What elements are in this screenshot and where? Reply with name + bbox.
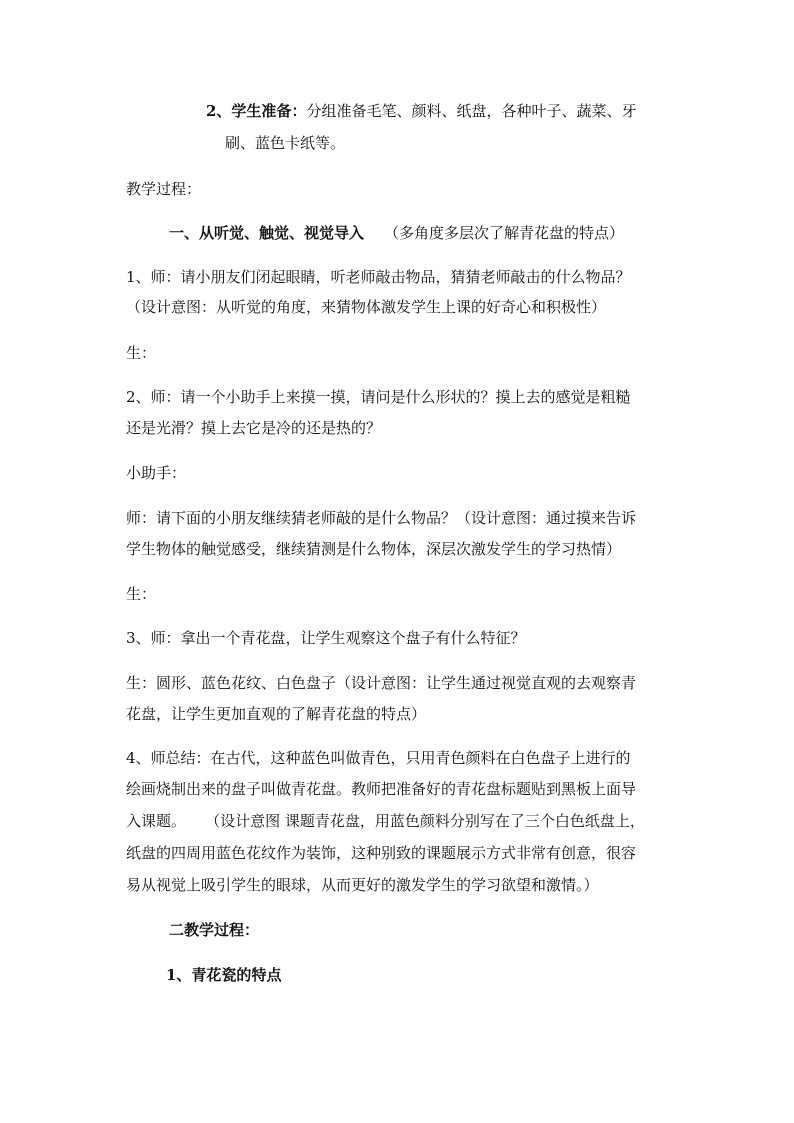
paragraph-2-line-1: 2、师：请一个小助手上来摸一摸，请问是什么形状的？摸上去的感觉是粗糙 [126,388,631,406]
paragraph-5-line-2: 花盘，让学生更加直观的了解青花盘的特点） [126,705,427,723]
prep-line-1 [206,101,636,121]
paragraph-1-line-1: 1、师：请小朋友们闭起眼睛，听老师敲击物品，猜猜老师敲击的什么物品？ [126,268,631,286]
paragraph-1-line-2: （设计意图：从听觉的角度，来猜物体激发学生上课的好奇心和积极性） [126,298,607,316]
section2-heading: 二教学过程： [169,921,260,939]
prep-line-2: 刷、蓝色卡纸等。 [225,134,346,152]
student-answer-2: 生： [126,585,157,603]
paragraph-3-line-2: 学生物体的触觉感受，继续猜测是什么物体，深层次激发学生的学习热情） [126,540,622,558]
paragraph-5-line-1: 生：圆形、蓝色花纹、白色盘子（设计意图：让学生通过视觉直观的去观察青 [126,674,637,692]
student-answer-1: 生： [126,344,157,362]
section1-note: （多角度多层次了解青花盘的特点） [384,224,625,242]
helper-answer: 小助手： [126,464,187,482]
prep-text-1: 分组准备毛笔、颜料、纸盘，各种叶子、蔬菜、牙 [306,102,637,120]
section1-line [169,223,624,243]
paragraph-6-line-2: 绘画烧制出来的盘子叫做青花盘。教师把准备好的青花盘标题贴到黑板上面导 [126,780,637,798]
paragraph-6-line-3: 入课题。 （设计意图 课题青花盘，用蓝色颜料分别写在了三个白色纸盘上， [126,812,645,830]
prep-label: 2、学生准备： [206,102,307,120]
paragraph-6-line-5: 易从视觉上吸引学生的眼球，从而更好的激发学生的学习欲望和激情。） [126,876,599,894]
section1-heading: 一、从听觉、触觉、视觉导入 [169,224,365,242]
paragraph-2-line-2: 还是光滑？摸上去它是冷的还是热的？ [126,419,382,437]
paragraph-4: 3、师：拿出一个青花盘，让学生观察这个盘子有什么特征？ [126,629,526,647]
paragraph-6-line-1: 4、师总结：在古代，这种蓝色叫做青色，只用青色颜料在白色盘子上进行的 [126,749,631,767]
paragraph-3-line-1: 师：请下面的小朋友继续猜老师敲的是什么物品？（设计意图：通过摸来告诉 [126,509,637,527]
paragraph-6-line-4: 纸盘的四周用蓝色花纹作为装饰，这种别致的课题展示方式非常有创意，很容 [126,844,637,862]
process-heading: 教学过程： [126,180,202,198]
section2-subheading: 1、青花瓷的特点 [166,966,282,984]
